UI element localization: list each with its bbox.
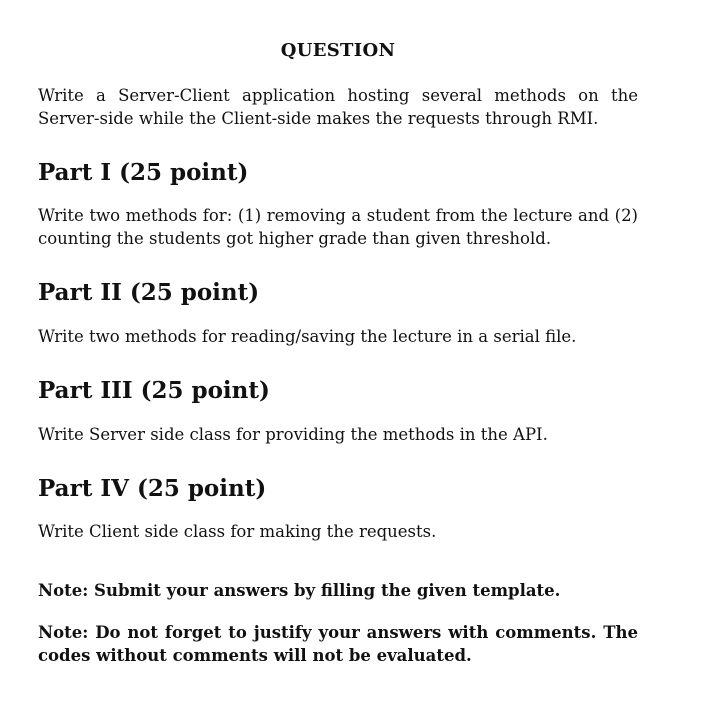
part-3-heading: Part III (25 point): [38, 377, 270, 404]
page-title: QUESTION: [280, 40, 396, 61]
part-3-text: Write Server side class for providing the methods in the API.: [38, 425, 548, 444]
part-1-text: Write two methods for: (1) removing a student from the lecture and (2) counting the students got higher grade than given threshold.: [38, 206, 638, 248]
part-4-heading: Part IV (25 point): [38, 475, 267, 502]
part-2-heading: Part II (25 point): [38, 279, 260, 306]
part-2-text: Write two methods for reading/saving the lecture in a serial file.: [38, 327, 577, 346]
part-1-heading: Part I (25 point): [38, 159, 249, 186]
part-4-text: Write Client side class for making the requests.: [38, 522, 437, 541]
intro-paragraph: Write a Server-Client application hosting several methods on the Server-side while the Client-side makes the requests through RMI.: [38, 86, 638, 128]
note-comments: Note: Do not forget to justify your answers with comments. The codes without comments will not be evaluated.: [38, 623, 638, 665]
note-submit: Note: Submit your answers by filling the given template.: [38, 581, 561, 600]
